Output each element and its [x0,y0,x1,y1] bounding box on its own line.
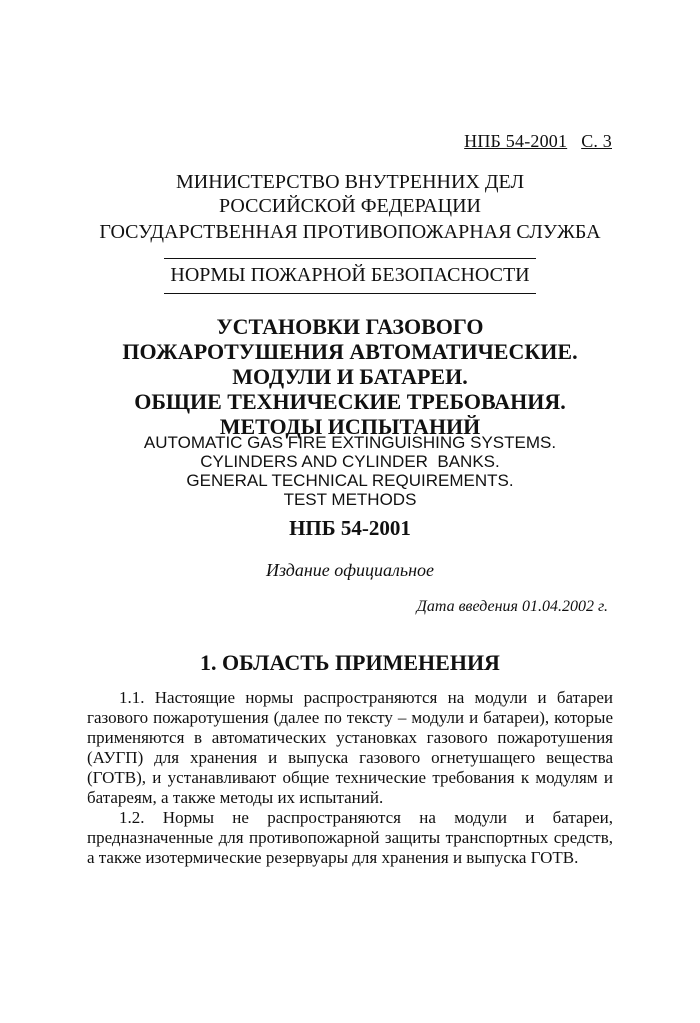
ministry-line-2: РОССИЙСКОЙ ФЕДЕРАЦИИ [219,195,481,217]
divider-top [164,258,536,259]
title-ru-line: ОБЩИЕ ТЕХНИЧЕСКИЕ ТРЕБОВАНИЯ. [134,389,566,414]
title-en-line: CYLINDERS AND CYLINDER BANKS. [200,452,500,471]
divider-bottom [164,293,536,294]
title-en-line: TEST METHODS [283,490,417,509]
document-title-english [0,433,700,509]
section-title: 1. ОБЛАСТЬ ПРИМЕНЕНИЯ [200,650,500,675]
title-ru-line: МОДУЛИ И БАТАРЕИ. [232,364,468,389]
page-header-reference [464,131,612,152]
paragraph: 1.1. Настоящие нормы распространяются на модули и батареи газового пожаротушения (далее по тексту – модули и батареи), которые применяются в автоматических установках газового пожаротушения (АУГП) для хранения и выпуска газового огнетушащего вещества (ГОТВ), и устанавливают общие технические требования к модулям и батареям, а также методы их испытаний. [87,688,613,807]
edition-note: Издание официальное [265,560,435,580]
title-en-line: AUTOMATIC GAS FIRE EXTINGUISHING SYSTEMS. [143,433,557,452]
paragraph: 1.2. Нормы не распространяются на модули и батареи, предназначенные для противопожарной защиты транспортных средств, а также изотермические резервуары для хранения и выпуска ГОТВ. [87,808,613,867]
ministry-line-1: МИНИСТЕРСТВО ВНУТРЕННИХ ДЕЛ [175,171,525,193]
title-en-line: GENERAL TECHNICAL REQUIREMENTS. [186,471,514,490]
title-ru-line: ПОЖАРОТУШЕНИЯ АВТОМАТИЧЕСКИЕ. [122,339,578,364]
section-body [87,688,613,868]
introduction-date: Дата введения 01.04.2002 г. [416,598,608,615]
header-page-number: С. 3 [581,131,612,151]
title-ru-line: МЕТОДЫ ИСПЫТАНИЙ [219,414,481,439]
service-heading: ГОСУДАРСТВЕННАЯ ПРОТИВОПОЖАРНАЯ СЛУЖБА [99,221,601,243]
title-ru-line: УСТАНОВКИ ГАЗОВОГО [216,314,484,339]
document-code: НПБ 54-2001 [289,516,411,540]
document-title-russian [0,314,700,439]
norms-heading: НОРМЫ ПОЖАРНОЙ БЕЗОПАСНОСТИ [170,264,530,286]
ministry-heading [0,170,700,218]
header-doc-code: НПБ 54-2001 [464,131,568,151]
